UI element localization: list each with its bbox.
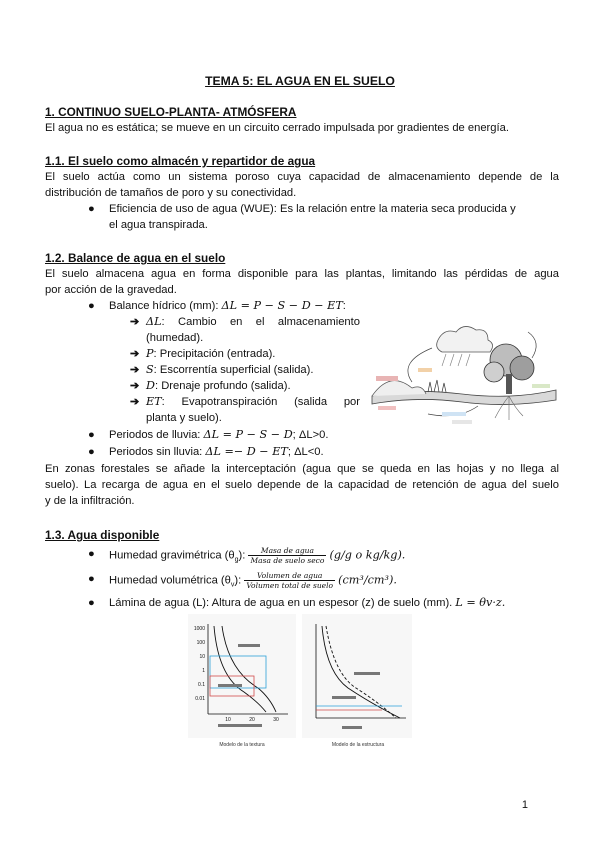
gravimetric-bullet: ● Humedad gravimétrica $(\theta_g)$: $\frac{\text{Masa de agua}}{\text{Masa de suelo seco}}$ (g/g o kg/kg). [88,546,406,565]
grav-units: (g/g o kg/kg). [329,548,406,562]
vol-denominator: Volumen total de suelo [246,581,334,590]
term-text-2: planta y suelo). [146,412,222,424]
term-text: : Precipitación (entrada). [153,348,276,360]
grav-label: Humedad gravimétrica (θ [109,549,235,562]
term-symbol: ET [146,395,162,408]
section-1-2-line4: suelo). La recarga de agua en el suelo depende de la capacidad de retención de agua del suelo [45,479,559,491]
y-tick-label: 0.1 [198,682,205,688]
term-text-2: (humedad). [146,332,204,344]
y-tick-label: 100 [196,640,205,646]
vol-label: Humedad volumétrica (θ [109,574,231,587]
dry-equation: ΔL =− D − ET [205,445,288,458]
volumetric-fraction [244,571,335,590]
y-tick-label: 1000 [193,626,205,632]
section-1-2-line1: El suelo almacena agua en forma disponible para las plantas, limitando las pérdidas de agua [45,268,559,280]
grav-subscript: g [234,556,239,564]
rain-condition: ; ΔL>0. [292,429,329,441]
dry-condition: ; ΔL<0. [287,446,324,458]
term-symbol: P [146,347,154,360]
section-1-1-heading: 1.1. El suelo como almacén y repartidor de agua [45,154,316,168]
lamina-equation: L = θv·z. [455,596,506,609]
section-1-2-line2: por acción de la gravedad. [45,284,177,296]
section-1-2-heading: 1.2. Balance de agua en el suelo [45,251,226,265]
section-1-1-line1: El suelo actúa como un sistema poroso cuya capacidad de almacenamiento depende de la [45,171,559,183]
page-title: TEMA 5: EL AGUA EN EL SUELO [205,74,395,88]
lamina-text: Lámina de agua (L): Altura de agua en un espesor (z) de suelo (mm). [109,597,456,609]
vol-close: ): [234,574,245,587]
gravimetric-fraction [248,546,326,565]
section-1-3-heading: 1.3. Agua disponible [45,528,160,542]
page-number: 1 [521,799,528,811]
wue-bullet-text: Eficiencia de uso de agua (WUE): Es la relación entre la materia seca producida y [109,203,516,215]
wue-bullet-text-2: el agua transpirada. [109,219,208,231]
term-text: : Escorrentía superficial (salida). [153,364,314,376]
balance-label: Balance hídrico (mm): [109,300,222,312]
term-symbol: ΔL [146,315,162,328]
volumetric-bullet: ● Humedad volumétrica $(\theta_v)$: $\frac{\text{Volumen de agua}}{\text{Volumen total de suelo}}$ (cm³/cm³). [88,571,397,590]
section-1-2-line5: y de la infiltración. [45,495,135,507]
grav-numerator: Masa de agua [248,546,326,556]
term-text: : Evapotranspiración (salida por [161,396,360,408]
dry-label: Periodos sin lluvia: [109,446,206,458]
balance-equation: ΔL = P − S − D − ET [221,299,343,312]
x-tick-label: 10 [225,717,231,723]
y-tick-label: 10 [199,654,205,660]
term-symbol: S [146,363,154,376]
texture-model-figure [188,614,296,750]
section-1-text: El agua no es estática; se mueve en un circuito cerrado impulsada por gradientes de energía. [45,122,509,134]
structure-model-caption: Modelo de la estructura [331,742,385,748]
structure-model-figure [302,614,412,750]
vol-subscript: v [230,581,235,589]
rain-label: Periodos de lluvia: [109,429,204,441]
rain-equation: ΔL = P − S − D [203,428,293,441]
section-1-2-line3: En zonas forestales se añade la interceptación (agua que se queda en las hojas y no llega al [45,463,559,475]
vol-units: (cm³/cm³). [338,573,397,587]
vol-numerator: Volumen de agua [244,571,335,581]
section-1-heading: 1. CONTINUO SUELO-PLANTA- ATMÓSFERA [45,105,297,119]
grav-denominator: Masa de suelo seco [250,556,325,565]
x-tick-label: 20 [249,717,255,723]
term-text: : Drenaje profundo (salida). [154,380,291,392]
section-1-1-line2: distribución de tamaños de poro y su conectividad. [45,187,297,199]
term-symbol: D [146,379,155,392]
grav-close: ): [238,549,249,562]
water-cycle-illustration [368,318,560,430]
texture-model-caption: Modelo de la textura [219,742,265,748]
y-tick-label: 0.01 [195,696,205,702]
y-tick-label: 1 [202,668,205,674]
x-tick-label: 30 [273,717,279,723]
term-text: : Cambio en el almacenamiento [161,316,360,328]
